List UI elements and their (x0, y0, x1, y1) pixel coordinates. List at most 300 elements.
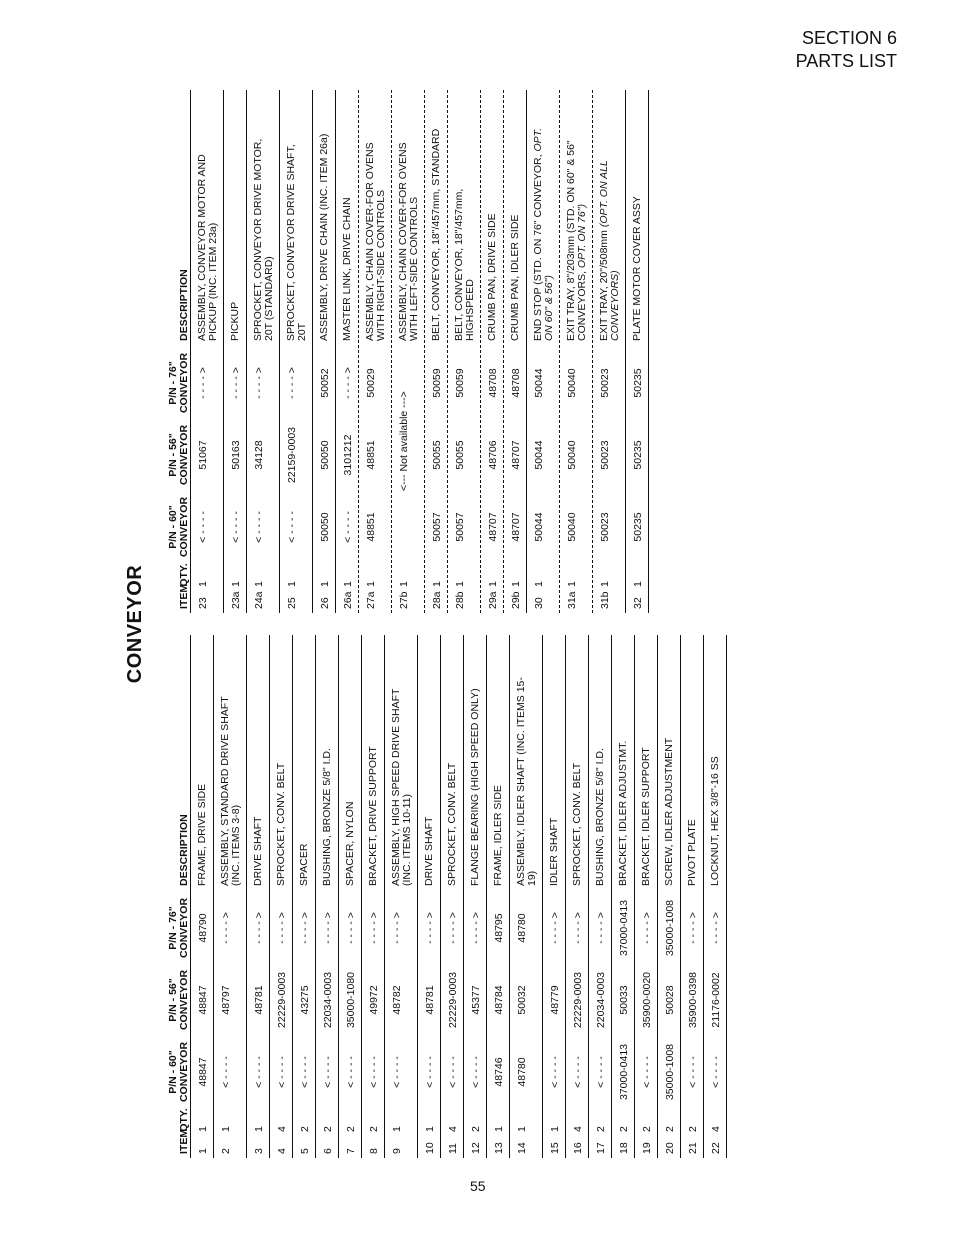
cell-item: 6 (322, 1148, 334, 1154)
cell-desc (224, 126, 245, 347)
cell-p60: < - - - - (641, 1056, 653, 1088)
cell-qty: 1 (424, 1126, 436, 1132)
cell-p56: 50055 (454, 440, 466, 470)
cell-p76: - - - - > (230, 367, 242, 399)
cell-p56: 34128 (253, 440, 265, 470)
desc-text: BUSHING, BRONZE 5/8" I.D. (594, 748, 606, 886)
cell-p56: 48706 (487, 440, 499, 470)
cell-p60: < - - - - (253, 1056, 265, 1088)
cell-p56: 48781 (253, 985, 265, 1015)
cell-p60: 48847 (197, 1057, 209, 1087)
cell-desc (504, 126, 525, 347)
cell-item: 18 (618, 1142, 630, 1154)
cell-p56: 43275 (299, 985, 311, 1015)
cell-p76: 35000-1008 (664, 899, 676, 957)
cell-p56: 50055 (431, 440, 443, 470)
cell-p56: 22229-0003 (447, 971, 459, 1029)
cell-item: 16 (572, 1142, 584, 1154)
table-row (487, 635, 510, 1158)
cell-item: 22 (710, 1142, 722, 1154)
cell-p56: 22229-0003 (572, 971, 584, 1029)
table-row (313, 90, 336, 613)
cell-p60: 48746 (493, 1057, 505, 1087)
page-title: CONVEYOR (124, 564, 146, 684)
cell-p60: 50050 (319, 512, 331, 542)
cell-item: 31a (566, 591, 578, 609)
desc-text: SPROCKET, CONVEYOR DRIVE SHAFT, 20T (285, 144, 308, 341)
cell-p56: 50050 (319, 440, 331, 470)
cell-desc (214, 671, 246, 892)
cell-p56: 51067 (197, 440, 209, 470)
table-header (156, 90, 191, 613)
col-qty: QTY. (178, 563, 190, 587)
cell-p56: 50023 (599, 440, 611, 470)
cell-desc (385, 671, 417, 892)
table-row (339, 635, 362, 1158)
cell-item: 14 (516, 1142, 528, 1154)
table-row (626, 90, 649, 613)
cell-p56: 50032 (516, 985, 528, 1015)
cell-p76: - - - - > (368, 912, 380, 944)
desc-text: ASSEMBLY, HIGH SPEED DRIVE SHAFT (INC. ITEMS 10-11) (390, 688, 413, 886)
table-row (464, 635, 487, 1158)
desc-text: FRAME, DRIVE SIDE (196, 783, 208, 886)
desc-text: CRUMB PAN, IDLER SIDE (509, 214, 521, 341)
cell-desc (481, 126, 502, 347)
cell-p56: 50235 (632, 440, 644, 470)
cell-qty: 1 (253, 581, 265, 587)
cell-p60: < - - - - (424, 1056, 436, 1088)
cell-p60: 48851 (365, 512, 377, 542)
desc-text: SPACER (298, 843, 310, 886)
col-desc: DESCRIPTION (178, 269, 190, 341)
cell-item: 20 (664, 1142, 676, 1154)
cell-p76: - - - - > (447, 912, 459, 944)
table-body (191, 90, 649, 613)
desc-text: ASSEMBLY, CONVEYOR MOTOR AND PICKUP (INC. ITEM 23a) (196, 154, 219, 341)
cell-p56: 48779 (549, 985, 561, 1015)
rotated-page-area (116, 90, 841, 1158)
cell-item: 30 (533, 597, 545, 609)
desc-text: SPROCKET, CONV. BELT (275, 762, 287, 886)
desc-text: ASSEMBLY, IDLER SHAFT (INC. ITEMS 15-19) (515, 677, 538, 886)
desc-text: PIVOT PLATE (686, 819, 698, 886)
cell-p60: < - - - - (368, 1056, 380, 1088)
parts-table-left (156, 635, 727, 1158)
cell-p76: - - - - > (687, 912, 699, 944)
section-header (796, 27, 897, 73)
cell-item: 27a (365, 591, 377, 609)
cell-qty: 2 (641, 1126, 653, 1132)
cell-p60: < - - - - (549, 1056, 561, 1088)
cell-p56: 35900-0020 (641, 971, 653, 1029)
desc-italic-text: OPT. ON 60" & 56") (532, 127, 555, 341)
table-row (224, 90, 247, 613)
cell-desc (336, 126, 357, 347)
table-row (214, 635, 247, 1158)
cell-desc (247, 126, 279, 347)
cell-desc (316, 671, 337, 892)
cell-qty: 1 (632, 581, 644, 587)
desc-text: BUSHING, BRONZE 5/8" I.D. (321, 748, 333, 886)
cell-p56: 48707 (510, 440, 522, 470)
table-row (247, 635, 270, 1158)
cell-p56: 35900-0398 (687, 971, 699, 1029)
cell-desc (635, 671, 656, 892)
desc-text: FRAME, IDLER SIDE (492, 785, 504, 886)
col-desc: DESCRIPTION (178, 814, 190, 886)
cell-desc (658, 671, 679, 892)
cell-item: 27b (398, 591, 410, 609)
cell-p76: - - - - > (322, 912, 334, 944)
cell-qty: 1 (365, 581, 377, 587)
table-body (191, 635, 727, 1158)
cell-item: 11 (447, 1143, 459, 1154)
cell-desc (612, 671, 633, 892)
cell-desc (543, 671, 564, 892)
cell-p60: 48707 (487, 512, 499, 542)
cell-p76: 50059 (454, 368, 466, 398)
cell-qty: 1 (510, 581, 522, 587)
desc-text: CRUMB PAN, DRIVE SIDE (486, 213, 498, 341)
cell-p60: 50044 (533, 512, 545, 542)
cell-qty: 4 (447, 1126, 459, 1132)
table-row (510, 635, 543, 1158)
cell-desc (191, 671, 212, 892)
desc-text: MASTER LINK, DRIVE CHAIN (341, 197, 353, 341)
table-row (425, 90, 448, 613)
cell-desc (589, 671, 610, 892)
desc-text: SPROCKET, CONV. BELT (571, 762, 583, 886)
cell-qty: 1 (493, 1126, 505, 1132)
cell-p56: 50033 (618, 985, 630, 1015)
cell-item: 21 (687, 1142, 699, 1154)
cell-desc (593, 126, 625, 347)
table-row (612, 635, 635, 1158)
cell-item: 10 (424, 1142, 436, 1154)
desc-text: FLANGE BEARING (HIGH SPEED ONLY) (469, 688, 481, 886)
cell-qty: 1 (253, 1126, 265, 1132)
cell-p60: < - - - - (253, 511, 265, 543)
cell-qty: 2 (299, 1126, 311, 1132)
cell-qty: 4 (276, 1126, 288, 1132)
cell-p56: 21176-0002 (710, 972, 722, 1028)
table-row (589, 635, 612, 1158)
cell-item: 31b (599, 591, 611, 609)
desc-text: ASSEMBLY, CHAIN COVER-FOR OVENS WITH RIGHT-SIDE CONTROLS (364, 142, 387, 341)
page-number: 55 (470, 1178, 486, 1194)
cell-desc (270, 671, 291, 892)
cell-qty: 1 (487, 581, 499, 587)
col-p76: P/N - 76" CONVEYOR (167, 897, 190, 959)
table-row (543, 635, 566, 1158)
table-row (247, 90, 280, 613)
cell-p76: 50052 (319, 368, 331, 398)
cell-p56: 22229-0003 (276, 971, 288, 1029)
cell-item: 26a (342, 591, 354, 609)
cell-desc (247, 671, 268, 892)
table-row (441, 635, 464, 1158)
desc-text: SPACER, NYLON (344, 801, 356, 886)
cell-qty: 1 (391, 1126, 403, 1132)
cell-qty: 2 (345, 1126, 357, 1132)
cell-qty: 2 (618, 1126, 630, 1132)
desc-text: PLATE MOTOR COVER ASSY (631, 196, 643, 341)
section-subtitle: PARTS LIST (795, 51, 897, 71)
table-row (560, 90, 593, 613)
cell-p76: - - - - > (345, 912, 357, 944)
desc-italic-text: (OPT. ON ALL CONVEYORS) (598, 160, 621, 341)
table-row (359, 90, 392, 613)
cell-p60: 48707 (510, 512, 522, 542)
cell-p76: 37000-0413 (618, 899, 630, 957)
cell-p56: 35000-1080 (345, 971, 357, 1029)
cell-p76: 50040 (566, 368, 578, 398)
col-item: ITEM (178, 1128, 190, 1154)
cell-p60: 50235 (632, 512, 644, 542)
cell-qty: 4 (710, 1126, 722, 1132)
col-qty: QTY. (178, 1108, 190, 1132)
cell-p76: 48795 (493, 913, 505, 943)
desc-text: BELT, CONVEYOR, 18"/457mm, STANDARD (430, 128, 442, 341)
cell-p76: - - - - > (391, 912, 403, 944)
cell-p76: - - - - > (549, 912, 561, 944)
cell-qty: 1 (230, 581, 242, 587)
cell-p76: - - - - > (424, 912, 436, 944)
desc-text: ASSEMBLY, STANDARD DRIVE SHAFT (INC. ITEMS 3-8) (219, 696, 242, 886)
table-row (527, 90, 560, 613)
cell-p60 (392, 491, 402, 563)
desc-text: PICKUP (229, 301, 241, 341)
cell-desc (362, 671, 383, 892)
cell-p60: 50023 (599, 512, 611, 542)
cell-p60: 37000-0413 (618, 1043, 630, 1101)
cell-desc (510, 671, 542, 892)
cell-item: 29a (487, 591, 499, 609)
cell-desc (293, 671, 314, 892)
cell-qty: 1 (454, 581, 466, 587)
table-row (280, 90, 313, 613)
cell-p76: - - - - > (253, 912, 265, 944)
cell-p76: 48708 (510, 368, 522, 398)
cell-desc (626, 126, 647, 347)
cell-qty: 1 (220, 1126, 232, 1132)
cell-item: 15 (549, 1142, 561, 1154)
table-row (681, 635, 704, 1158)
desc-text: LOCKNUT, HEX 3/8"-16 SS (709, 756, 721, 886)
cell-item: 5 (299, 1148, 311, 1154)
table-row (293, 635, 316, 1158)
cell-p60: < - - - - (197, 511, 209, 543)
col-p56: P/N - 56" CONVEYOR (167, 969, 190, 1031)
cell-p56: 45377 (470, 985, 482, 1015)
cell-qty: 1 (566, 581, 578, 587)
desc-text: BRACKET, DRIVE SUPPORT (367, 746, 379, 886)
cell-p60: < - - - - (286, 511, 298, 543)
cell-desc (418, 671, 439, 892)
col-p56: P/N - 56" CONVEYOR (167, 424, 190, 486)
desc-text: BELT, CONVEYOR, 18"/457mm, HIGHSPEED (453, 188, 476, 341)
cell-desc (392, 126, 424, 347)
cell-qty: 1 (516, 1126, 528, 1132)
cell-desc (566, 671, 587, 892)
cell-p60: < - - - - (572, 1056, 584, 1088)
table-row (191, 90, 224, 613)
cell-p76: - - - - > (197, 367, 209, 399)
col-p60: P/N - 60" CONVEYOR (167, 496, 190, 558)
cell-p76: - - - - > (710, 912, 722, 944)
table-row (270, 635, 293, 1158)
cell-p60: 35000-1008 (664, 1043, 676, 1101)
cell-p60: < - - - - (299, 1056, 311, 1088)
cell-p56: 22034-0003 (595, 971, 607, 1029)
cell-p76: 48780 (516, 913, 528, 943)
cell-p56: 48784 (493, 985, 505, 1015)
cell-item: 23 (197, 597, 209, 609)
desc-text: SCREW, IDLER ADJUSTMENT (663, 737, 675, 886)
desc-text: ASSEMBLY, DRIVE CHAIN (INC. ITEM 26a) (318, 133, 330, 341)
cell-qty: 1 (533, 581, 545, 587)
cell-p76: 48708 (487, 368, 499, 398)
cell-item: 19 (641, 1142, 653, 1154)
cell-p60: < - - - - (230, 511, 242, 543)
cell-p76: 50044 (533, 368, 545, 398)
cell-qty: 2 (687, 1126, 699, 1132)
col-p60: P/N - 60" CONVEYOR (167, 1041, 190, 1103)
cell-desc (527, 126, 559, 347)
desc-text: EXIT TRAY, 8"/203mm (STD. ON 60" & 56" CONVEYORS, (565, 140, 588, 341)
cell-desc (359, 126, 391, 347)
cell-p56: 50040 (566, 440, 578, 470)
cell-p56: 22034-0003 (322, 971, 334, 1029)
cell-p76: - - - - > (572, 912, 584, 944)
cell-p76: - - - - > (342, 367, 354, 399)
cell-item: 23a (230, 591, 242, 609)
cell-p76: - - - - > (220, 912, 232, 944)
table-row (336, 90, 359, 613)
cell-p56: 48797 (220, 985, 232, 1015)
cell-p56: 48781 (424, 985, 436, 1015)
cell-qty: 2 (368, 1126, 380, 1132)
desc-text: END STOP (STD. ON 76" CONVEYOR, (532, 154, 544, 341)
cell-p76: - - - - > (595, 912, 607, 944)
cell-p56: 22159-0003 (286, 426, 298, 484)
cell-p76: 50235 (632, 368, 644, 398)
cell-item: 28a (431, 591, 443, 609)
rotated-content (116, 90, 841, 1158)
table-row (392, 90, 425, 613)
cell-p76: 48790 (197, 913, 209, 943)
cell-item: 32 (632, 597, 644, 609)
cell-p60: < - - - - (687, 1056, 699, 1088)
cell-p60: 50057 (431, 512, 443, 542)
desc-text: DRIVE SHAFT (252, 816, 264, 886)
cell-p56: 48847 (197, 985, 209, 1015)
desc-text: BRACKET, IDLER SUPPORT (640, 747, 652, 886)
cell-desc (560, 126, 592, 347)
cell-item: 2 (220, 1148, 232, 1154)
parts-table-right (156, 90, 649, 613)
cell-item: 1 (197, 1148, 209, 1154)
cell-desc (339, 671, 360, 892)
cell-p76: - - - - > (286, 367, 298, 399)
table-row (635, 635, 658, 1158)
cell-p76: - - - - > (299, 912, 311, 944)
table-row (191, 635, 214, 1158)
table-header (156, 635, 191, 1158)
col-item: ITEM (178, 583, 190, 609)
cell-p60: < - - - - (595, 1056, 607, 1088)
cell-item: 3 (253, 1148, 265, 1154)
cell-desc (280, 126, 312, 347)
cell-p56: 49972 (368, 985, 380, 1015)
section-label: SECTION 6 (801, 28, 897, 48)
desc-italic-text: OPT. ON 76") (576, 204, 588, 269)
cell-desc (425, 126, 446, 347)
cell-desc (464, 671, 485, 892)
cell-item: 7 (345, 1148, 357, 1154)
cell-desc (191, 126, 223, 347)
cell-desc (704, 671, 725, 892)
cell-p56: 50044 (533, 440, 545, 470)
cell-qty: 1 (342, 581, 354, 587)
table-row (385, 635, 418, 1158)
desc-text: IDLER SHAFT (548, 817, 560, 886)
desc-text: EXIT TRAY, 20"/508mm (598, 230, 610, 341)
cell-item: 12 (470, 1142, 482, 1154)
cell-p56: <--- Not available ---> (398, 391, 410, 491)
cell-qty: 1 (319, 581, 331, 587)
cell-qty: 2 (470, 1126, 482, 1132)
cell-desc (487, 671, 508, 892)
cell-qty: 1 (286, 581, 298, 587)
cell-qty: 2 (322, 1126, 334, 1132)
cell-p60: < - - - - (345, 1056, 357, 1088)
cell-qty: 4 (572, 1126, 584, 1132)
cell-p76 (392, 347, 402, 419)
desc-text: SPROCKET, CONV. BELT (446, 762, 458, 886)
col-p76: P/N - 76" CONVEYOR (167, 352, 190, 414)
cell-item: 25 (286, 597, 298, 609)
desc-text: ASSEMBLY, CHAIN COVER-FOR OVENS WITH LEFT-SIDE CONTROLS (397, 142, 420, 341)
cell-p56: 48782 (391, 985, 403, 1015)
cell-item: 29b (510, 591, 522, 609)
cell-item: 4 (276, 1148, 288, 1154)
cell-p60: < - - - - (470, 1056, 482, 1088)
cell-qty: 1 (549, 1126, 561, 1132)
cell-qty: 1 (197, 581, 209, 587)
cell-item: 13 (493, 1142, 505, 1154)
desc-text: SPROCKET, CONVEYOR DRIVE MOTOR, 20T (STANDARD) (252, 138, 275, 341)
cell-p76: - - - - > (276, 912, 288, 944)
cell-p76: - - - - > (253, 367, 265, 399)
cell-p76: - - - - > (470, 912, 482, 944)
cell-qty: 2 (595, 1126, 607, 1132)
cell-p76: 50059 (431, 368, 443, 398)
table-row (504, 90, 527, 613)
desc-text: DRIVE SHAFT (423, 816, 435, 886)
cell-p60: < - - - - (322, 1056, 334, 1088)
cell-p60: < - - - - (342, 511, 354, 543)
table-row (593, 90, 626, 613)
cell-p60: < - - - - (710, 1056, 722, 1088)
cell-p60: < - - - - (447, 1056, 459, 1088)
desc-text: BRACKET, IDLER ADJUSTMT. (617, 740, 629, 886)
cell-desc (441, 671, 462, 892)
cell-p56: 50163 (230, 440, 242, 470)
cell-p56: 3101212 (342, 434, 354, 476)
cell-qty: 1 (197, 1126, 209, 1132)
